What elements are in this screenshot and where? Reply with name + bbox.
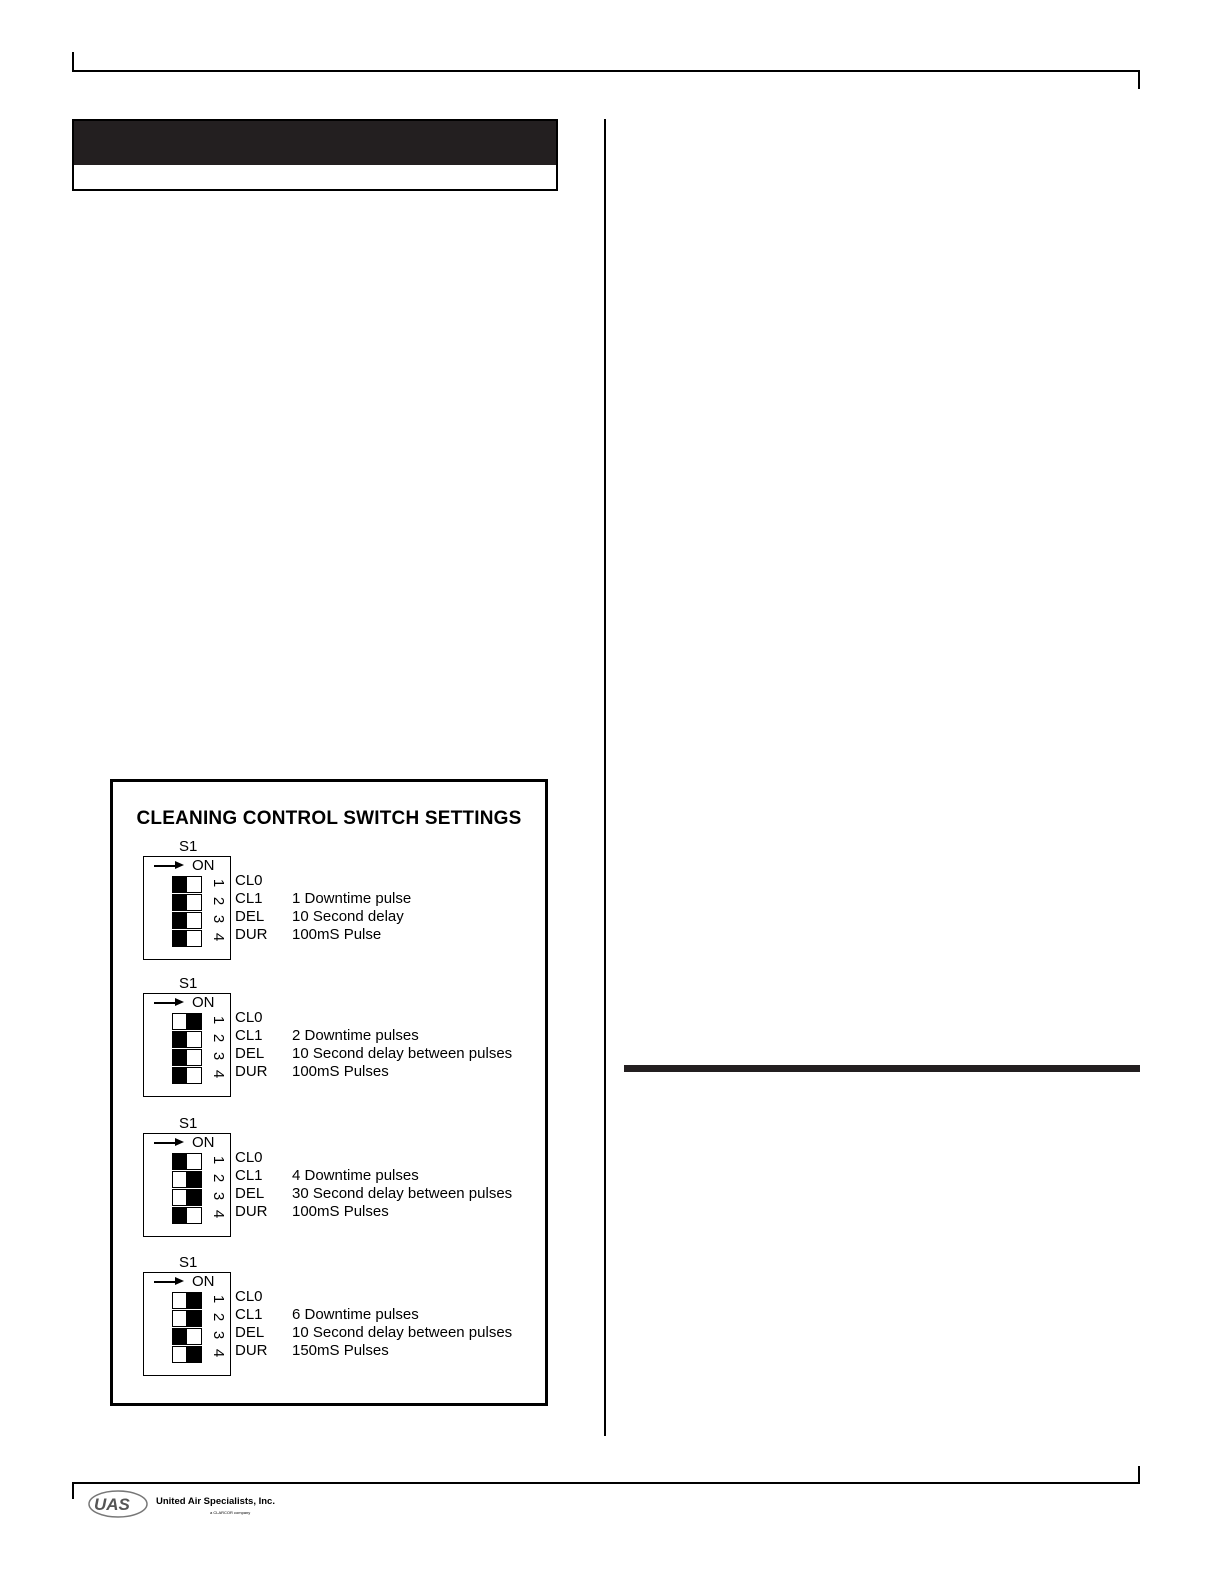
switch-name: DEL bbox=[235, 1324, 265, 1341]
right-section-rule bbox=[624, 1065, 1140, 1072]
switch-number: 4 bbox=[210, 932, 227, 942]
arrow-right-icon bbox=[154, 865, 176, 867]
switch-number: 2 bbox=[210, 1312, 227, 1322]
dip-switch-position bbox=[172, 876, 202, 893]
dip-switch-position bbox=[172, 1189, 202, 1206]
switch-label: S1 bbox=[179, 838, 198, 855]
header-rule bbox=[72, 70, 1140, 72]
switch-name: CL1 bbox=[235, 1167, 263, 1184]
uas-logo-icon bbox=[88, 1488, 158, 1520]
header-corner-right bbox=[1138, 70, 1140, 89]
dip-switch-position bbox=[172, 1292, 202, 1309]
switch-number: 1 bbox=[210, 1155, 227, 1165]
figure-title: CLEANING CONTROL SWITCH SETTINGS bbox=[136, 808, 522, 829]
description-line: 1 Downtime pulse bbox=[292, 890, 412, 907]
switch-name: DEL bbox=[235, 908, 265, 925]
description-line: 100mS Pulses bbox=[292, 1063, 389, 1080]
dip-switch bbox=[143, 1272, 231, 1376]
switch-number: 2 bbox=[210, 896, 227, 906]
switch-setting bbox=[113, 838, 545, 956]
on-label: ON bbox=[192, 994, 215, 1011]
dip-switch-position bbox=[172, 1067, 202, 1084]
company-subtitle: a CLARCOR company bbox=[210, 1510, 251, 1515]
switch-label: S1 bbox=[179, 975, 198, 992]
switch-name: CL0 bbox=[235, 1149, 263, 1166]
switch-number: 1 bbox=[210, 1294, 227, 1304]
description-line: 10 Second delay between pulses bbox=[292, 1045, 513, 1062]
switch-number: 1 bbox=[210, 878, 227, 888]
switch-number: 3 bbox=[210, 914, 227, 924]
switch-number: 4 bbox=[210, 1348, 227, 1358]
switch-name: DEL bbox=[235, 1045, 265, 1062]
switch-name: CL1 bbox=[235, 1027, 263, 1044]
description-line: 100mS Pulses bbox=[292, 1203, 389, 1220]
dip-switch bbox=[143, 993, 231, 1097]
switch-name: CL1 bbox=[235, 890, 263, 907]
switch-number: 2 bbox=[210, 1173, 227, 1183]
footer-corner-left bbox=[72, 1482, 74, 1499]
switch-number: 4 bbox=[210, 1069, 227, 1079]
description-line: 4 Downtime pulses bbox=[292, 1167, 419, 1184]
dip-switch-position bbox=[172, 1171, 202, 1188]
switch-name: DUR bbox=[235, 1063, 268, 1080]
switch-number: 2 bbox=[210, 1033, 227, 1043]
switch-settings-figure bbox=[110, 779, 548, 1406]
section-heading-bar bbox=[72, 119, 558, 191]
dip-switch-position bbox=[172, 1013, 202, 1030]
switch-name: CL0 bbox=[235, 872, 263, 889]
arrow-right-icon bbox=[154, 1142, 176, 1144]
switch-name: CL0 bbox=[235, 1288, 263, 1305]
company-logo bbox=[88, 1488, 278, 1520]
description-line: 30 Second delay between pulses bbox=[292, 1185, 513, 1202]
switch-name: DUR bbox=[235, 1203, 268, 1220]
switch-name: DUR bbox=[235, 1342, 268, 1359]
switch-setting bbox=[113, 1115, 545, 1233]
description-line: 10 Second delay between pulses bbox=[292, 1324, 513, 1341]
dip-switch-position bbox=[172, 1049, 202, 1066]
dip-switch-position bbox=[172, 1207, 202, 1224]
switch-setting bbox=[113, 1254, 545, 1372]
switch-number: 1 bbox=[210, 1015, 227, 1025]
description-line: 100mS Pulse bbox=[292, 926, 382, 943]
dip-switch bbox=[143, 1133, 231, 1237]
dip-switch-position bbox=[172, 1031, 202, 1048]
footer-corner-right bbox=[1138, 1466, 1140, 1483]
on-label: ON bbox=[192, 857, 215, 874]
on-label: ON bbox=[192, 1273, 215, 1290]
switch-name: DUR bbox=[235, 926, 268, 943]
switch-setting bbox=[113, 975, 545, 1093]
switch-name: CL0 bbox=[235, 1009, 263, 1026]
switch-number: 4 bbox=[210, 1209, 227, 1219]
dip-switch-position bbox=[172, 930, 202, 947]
dip-switch-position bbox=[172, 1153, 202, 1170]
description-line: 150mS Pulses bbox=[292, 1342, 389, 1359]
dip-switch bbox=[143, 856, 231, 960]
header-corner-left bbox=[72, 52, 74, 71]
dip-switch-position bbox=[172, 1310, 202, 1327]
setting-description bbox=[292, 1167, 512, 1221]
dip-switch-position bbox=[172, 1328, 202, 1345]
setting-description bbox=[292, 1027, 512, 1081]
switch-number: 3 bbox=[210, 1330, 227, 1340]
footer-rule bbox=[72, 1482, 1140, 1484]
svg-text:UAS: UAS bbox=[94, 1495, 130, 1514]
switch-label: S1 bbox=[179, 1115, 198, 1132]
switch-number: 3 bbox=[210, 1051, 227, 1061]
description-line: 10 Second delay bbox=[292, 908, 404, 925]
dip-switch-position bbox=[172, 894, 202, 911]
switch-name: CL1 bbox=[235, 1306, 263, 1323]
on-label: ON bbox=[192, 1134, 215, 1151]
arrow-right-icon bbox=[154, 1281, 176, 1283]
column-divider bbox=[604, 119, 606, 1436]
switch-number: 3 bbox=[210, 1191, 227, 1201]
description-line: 6 Downtime pulses bbox=[292, 1306, 419, 1323]
description-line: 2 Downtime pulses bbox=[292, 1027, 419, 1044]
setting-description bbox=[292, 890, 411, 944]
dip-switch-position bbox=[172, 912, 202, 929]
dip-switch-position bbox=[172, 1346, 202, 1363]
switch-label: S1 bbox=[179, 1254, 198, 1271]
arrow-right-icon bbox=[154, 1002, 176, 1004]
switch-name: DEL bbox=[235, 1185, 265, 1202]
company-name: United Air Specialists, Inc. bbox=[156, 1496, 275, 1507]
setting-description bbox=[292, 1306, 512, 1360]
